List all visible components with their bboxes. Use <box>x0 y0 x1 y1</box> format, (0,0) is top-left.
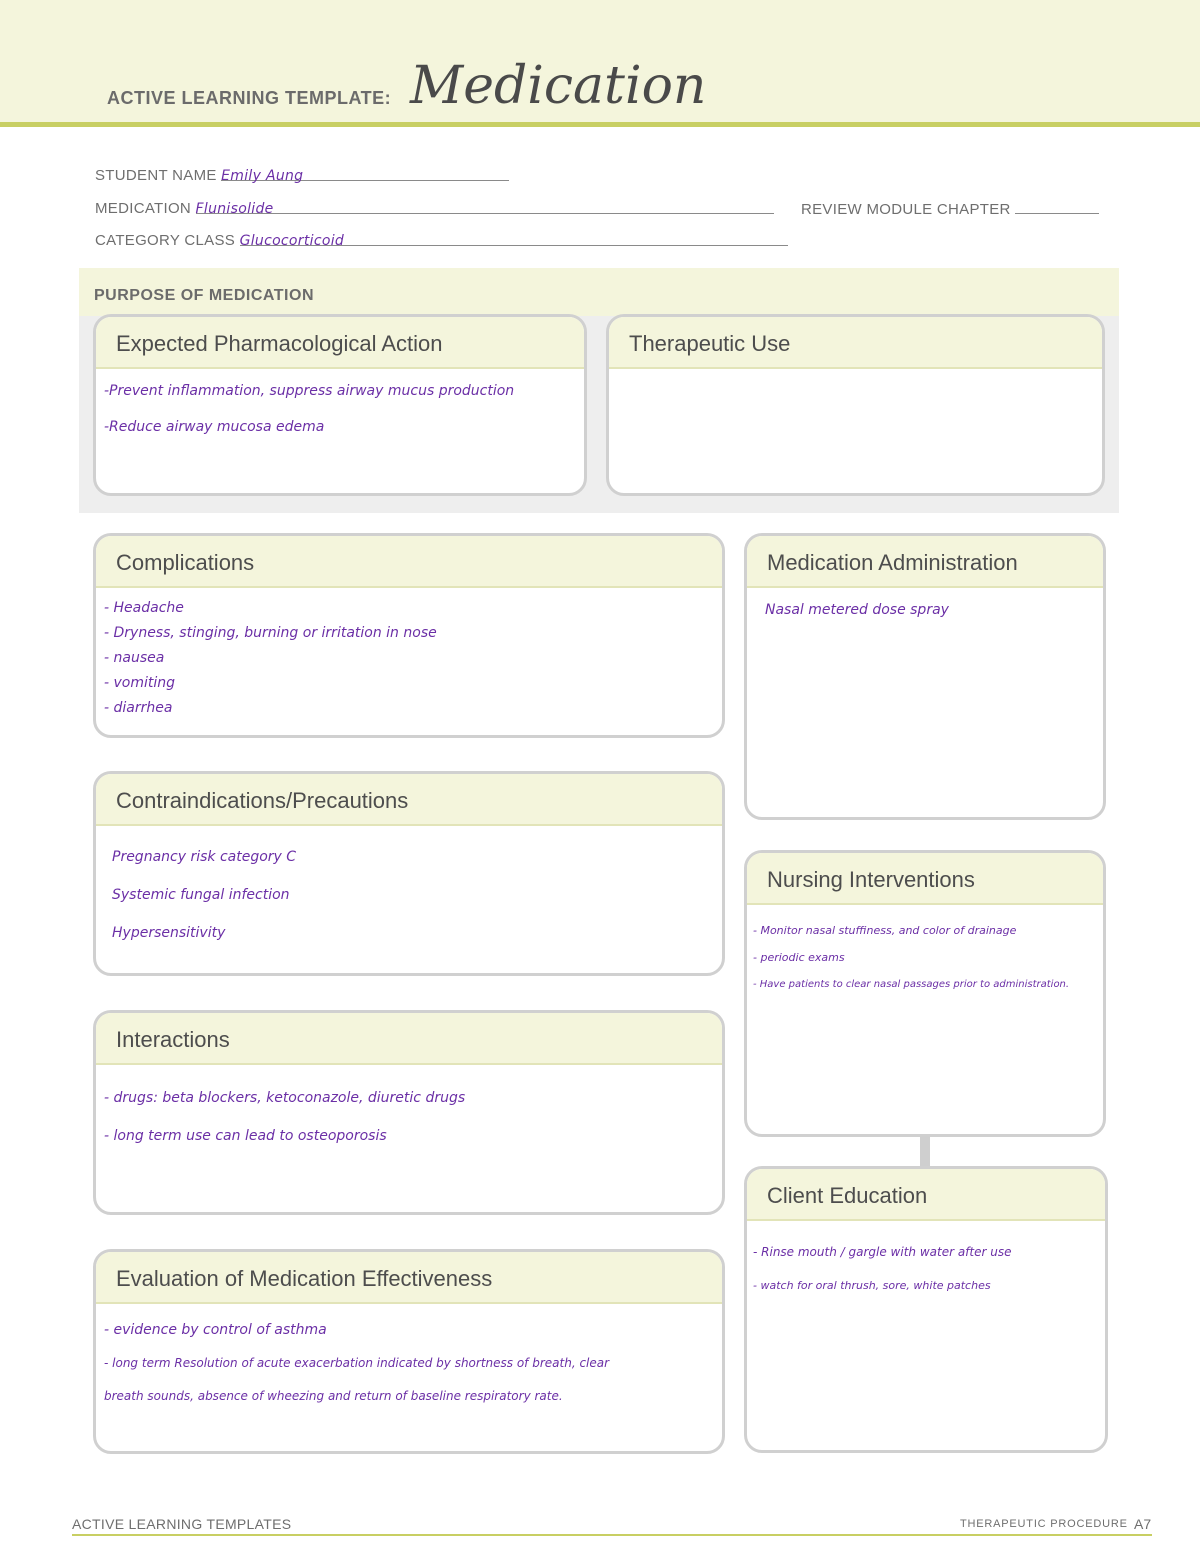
medication-administration-title: Medication Administration <box>747 536 1103 588</box>
category-class-line[interactable] <box>239 232 788 249</box>
handwritten-line: - evidence by control of asthma <box>104 1322 327 1338</box>
page-title: Medication <box>410 56 707 116</box>
therapeutic-use-box[interactable] <box>606 314 1105 496</box>
handwritten-line: - watch for oral thrush, sore, white patches <box>753 1279 991 1292</box>
handwritten-line: -Prevent inflammation, suppress airway mucus production <box>104 383 515 399</box>
therapeutic-use-body <box>609 369 1102 379</box>
handwritten-line: - vomiting <box>104 675 176 691</box>
handwritten-line: Systemic fungal infection <box>112 887 290 903</box>
complications-title: Complications <box>96 536 722 588</box>
complications-body <box>96 588 722 721</box>
contraindications-box[interactable] <box>93 771 725 976</box>
medication-label: MEDICATION <box>95 200 192 217</box>
expected-action-box[interactable] <box>93 314 587 496</box>
nursing-interventions-body <box>747 905 1103 998</box>
header-rule <box>0 122 1200 127</box>
handwritten-line: - Monitor nasal stuffiness, and color of drainage <box>753 924 1017 937</box>
review-module-line[interactable] <box>1015 200 1099 214</box>
handwritten-line: Pregnancy risk category C <box>112 849 297 865</box>
purpose-label: PURPOSE OF MEDICATION <box>94 287 314 304</box>
expected-action-title: Expected Pharmacological Action <box>96 317 584 369</box>
nursing-interventions-title: Nursing Interventions <box>747 853 1103 905</box>
connector-bar <box>920 1136 930 1166</box>
handwritten-line: - Dryness, stinging, burning or irritation in nose <box>104 625 437 641</box>
therapeutic-use-title: Therapeutic Use <box>609 317 1102 369</box>
review-module-row <box>801 200 1099 218</box>
evaluation-body <box>96 1304 722 1413</box>
complications-box[interactable] <box>93 533 725 738</box>
template-label: ACTIVE LEARNING TEMPLATE: <box>107 88 392 108</box>
medication-administration-box[interactable] <box>744 533 1106 820</box>
handwritten-line: - Headache <box>104 600 184 616</box>
student-name-row <box>95 167 509 184</box>
page-number: A7 <box>1134 1516 1152 1532</box>
footer-left-text: ACTIVE LEARNING TEMPLATES <box>72 1516 292 1532</box>
handwritten-line: - long term use can lead to osteoporosis <box>104 1128 387 1144</box>
category-class-value: Glucocorticoid <box>239 233 345 249</box>
footer-right-text: THERAPEUTIC PROCEDURE <box>960 1518 1128 1530</box>
student-name-line[interactable] <box>221 167 509 184</box>
category-class-row <box>95 232 788 249</box>
student-name-value: Emily Aung <box>221 168 304 184</box>
client-education-title: Client Education <box>747 1169 1105 1221</box>
expected-action-body <box>96 369 584 437</box>
medication-administration-body <box>747 588 1103 620</box>
evaluation-title: Evaluation of Medication Effectiveness <box>96 1252 722 1304</box>
interactions-title: Interactions <box>96 1013 722 1065</box>
interactions-box[interactable] <box>93 1010 725 1215</box>
evaluation-box[interactable] <box>93 1249 725 1454</box>
handwritten-line: - periodic exams <box>753 951 845 964</box>
medication-value: Flunisolide <box>195 201 274 217</box>
student-name-label: STUDENT NAME <box>95 167 217 184</box>
handwritten-line: - diarrhea <box>104 700 173 716</box>
medication-line[interactable] <box>195 200 774 217</box>
client-education-body <box>747 1221 1105 1303</box>
handwritten-line: - Have patients to clear nasal passages prior to administration. <box>753 979 1070 990</box>
nursing-interventions-box[interactable] <box>744 850 1106 1137</box>
handwritten-line: - drugs: beta blockers, ketoconazole, diuretic drugs <box>104 1090 466 1106</box>
handwritten-line: - nausea <box>104 650 165 666</box>
handwritten-line: Hypersensitivity <box>112 925 226 941</box>
handwritten-line: breath sounds, absence of wheezing and return of baseline respiratory rate. <box>104 1389 563 1403</box>
client-education-box[interactable] <box>744 1166 1108 1453</box>
review-module-label: REVIEW MODULE CHAPTER <box>801 201 1011 218</box>
interactions-body <box>96 1065 722 1155</box>
handwritten-line: - Rinse mouth / gargle with water after use <box>753 1245 1012 1259</box>
contraindications-title: Contraindications/Precautions <box>96 774 722 826</box>
category-class-label: CATEGORY CLASS <box>95 232 236 249</box>
footer-rule <box>72 1534 1152 1536</box>
handwritten-line: -Reduce airway mucosa edema <box>104 419 325 435</box>
medication-row <box>95 200 774 217</box>
handwritten-line: - long term Resolution of acute exacerbation indicated by shortness of breath, clear <box>104 1356 610 1370</box>
handwritten-line: Nasal metered dose spray <box>765 602 949 618</box>
contraindications-body <box>96 826 722 952</box>
